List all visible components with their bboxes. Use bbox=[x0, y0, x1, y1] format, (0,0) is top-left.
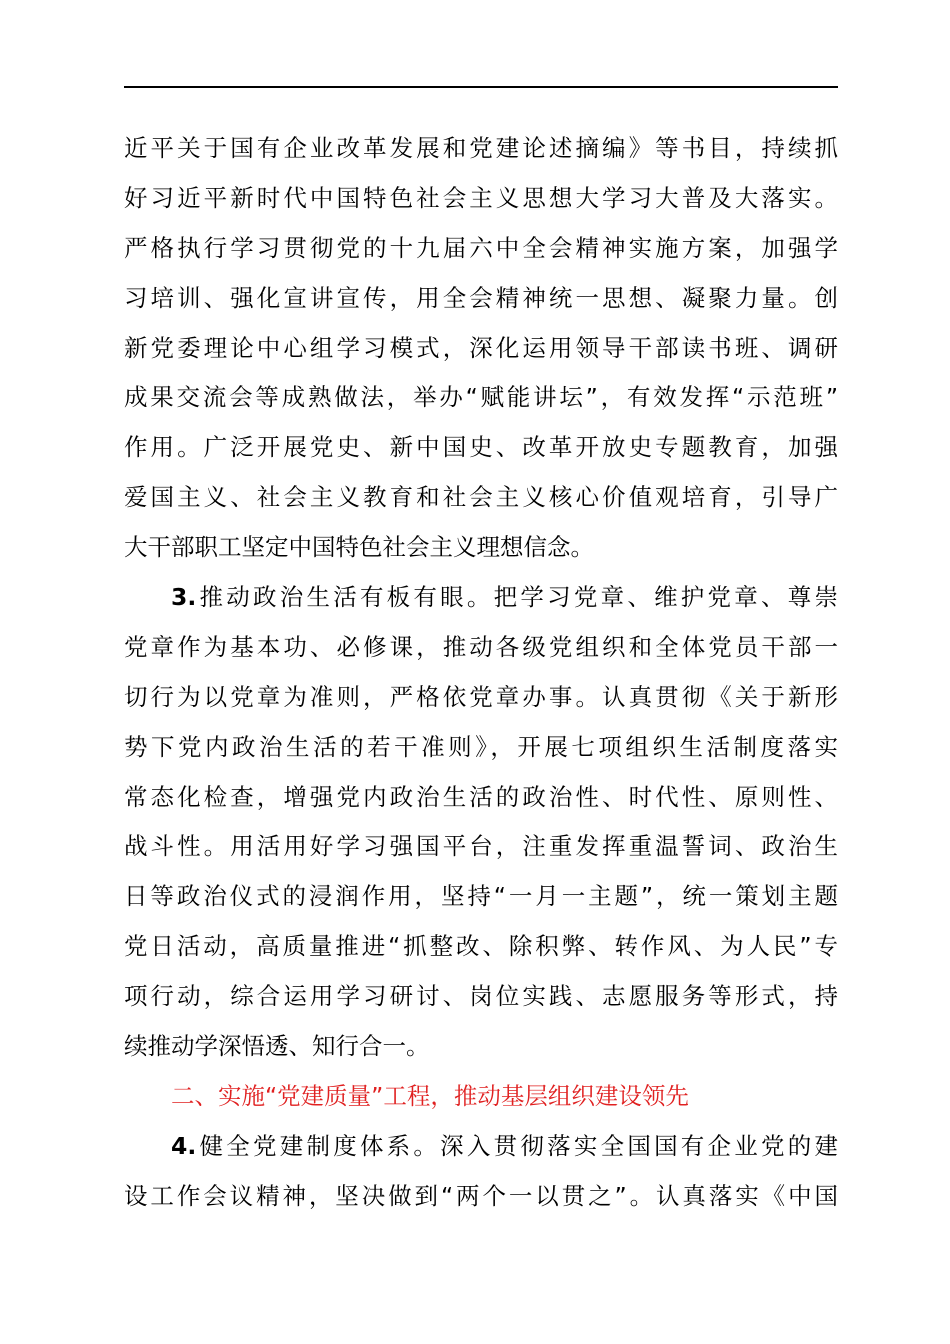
paragraph-line: 项行动，综合运用学习研讨、岗位实践、志愿服务等形式，持 bbox=[124, 982, 838, 1011]
paragraph-line: 新党委理论中心组学习模式，深化运用领导干部读书班、调研 bbox=[124, 333, 838, 362]
paragraph-line: 常态化检查，增强党内政治生活的政治性、时代性、原则性、 bbox=[124, 782, 838, 811]
paragraph-line: 战斗性。用活用好学习强国平台，注重发挥重温誓词、政治生 bbox=[124, 832, 838, 861]
paragraph-line: 近平关于国有企业改革发展和党建论述摘编》等书目，持续抓 bbox=[124, 134, 838, 162]
section-3-first-line bbox=[124, 573, 838, 623]
paragraph-line: 作用。广泛开展党史、新中国史、改革开放史专题教育，加强 bbox=[124, 433, 838, 462]
section-4-first-line bbox=[124, 1122, 838, 1172]
paragraph-line: 大干部职工坚定中国特色社会主义理想信念。 bbox=[124, 533, 594, 562]
paragraph-line: 党日活动，高质量推进“抓整改、除积弊、转作风、为人民”专 bbox=[124, 932, 838, 961]
paragraph-line: 党章作为基本功、必修课，推动各级党组织和全体党员干部一 bbox=[124, 632, 838, 661]
section-3-text: 推动政治生活有板有眼。把学习党章、维护党章、尊崇 bbox=[196, 583, 838, 612]
paragraph-line: 成果交流会等成熟做法，举办“赋能讲坛”，有效发挥“示范班” bbox=[124, 383, 838, 412]
paragraph-line: 设工作会议精神，坚决做到“两个一以贯之”。认真落实《中国 bbox=[124, 1181, 838, 1210]
section-4-number: 4. bbox=[171, 1131, 197, 1160]
section-4-text: 健全党建制度体系。深入贯彻落实全国国有企业党的建 bbox=[196, 1131, 838, 1160]
header-rule bbox=[124, 86, 838, 88]
paragraph-line: 习培训、强化宣讲宣传，用全会精神统一思想、凝聚力量。创 bbox=[124, 283, 838, 312]
section-heading: 二、实施“党建质量”工程，推动基层组织建设领先 bbox=[171, 1081, 689, 1110]
document-body bbox=[124, 124, 838, 1222]
section-3-number: 3. bbox=[171, 583, 197, 612]
paragraph-line: 严格执行学习贯彻党的十九届六中全会精神实施方案，加强学 bbox=[124, 233, 838, 262]
paragraph-line: 好习近平新时代中国特色社会主义思想大学习大普及大落实。 bbox=[124, 183, 838, 212]
paragraph-line: 切行为以党章为准则，严格依党章办事。认真贯彻《关于新形 bbox=[124, 682, 838, 711]
paragraph-line: 爱国主义、社会主义教育和社会主义核心价值观培育，引导广 bbox=[124, 483, 838, 512]
paragraph-line: 势下党内政治生活的若干准则》，开展七项组织生活制度落实 bbox=[124, 732, 838, 761]
paragraph-line: 日等政治仪式的浸润作用，坚持“一月一主题”，统一策划主题 bbox=[124, 882, 838, 911]
paragraph-line: 续推动学深悟透、知行合一。 bbox=[124, 1032, 430, 1061]
